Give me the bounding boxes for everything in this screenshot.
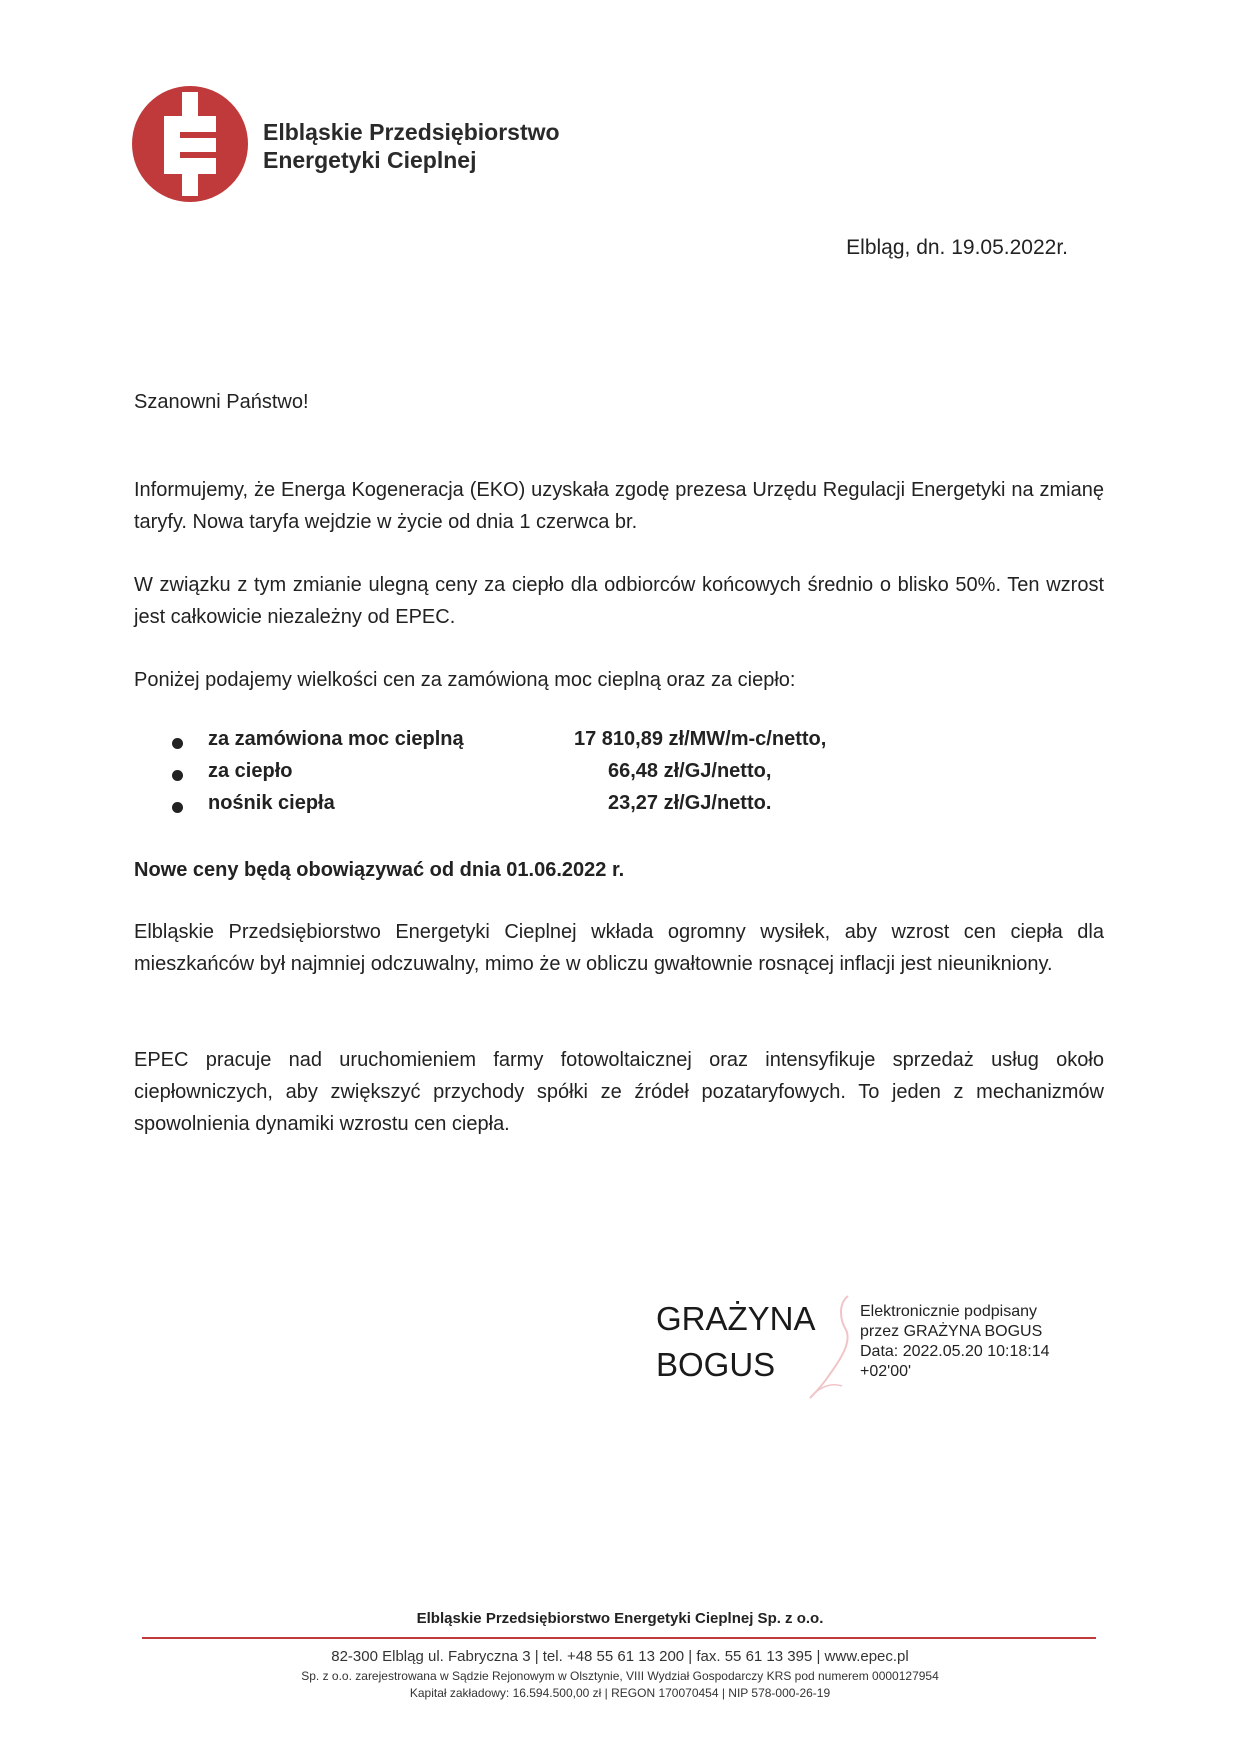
bullet-icon xyxy=(172,738,183,749)
letter-date: Elbląg, dn. 19.05.2022r. xyxy=(846,236,1068,259)
price-value: 66,48 zł/GJ/netto, xyxy=(608,760,772,782)
paragraph-price-increase: W związku z tym zmianie ulegną ceny za ciepło dla odbiorców końcowych średnio o blisko 50%. Ten wzrost jest całkowicie niezależny od EPEC. xyxy=(134,574,1104,628)
digital-signature-details xyxy=(860,1302,1070,1382)
paragraph-price-intro: Poniżej podajemy wielkości cen za zamówioną moc cieplną oraz za ciepło: xyxy=(134,669,796,691)
signature-detail-line: przez GRAŻYNA BOGUS xyxy=(860,1323,1043,1340)
price-row-heat xyxy=(172,760,932,792)
paragraph-effort: Elbląskie Przedsiębiorstwo Energetyki Cieplnej wkłada ogromny wysiłek, aby wzrost cen ciepła dla mieszkańców był najmniej odczuwalny, mimo że w obliczu gwałtownie rosnącej inflacji jest nieunikniony. xyxy=(134,921,1104,975)
price-list xyxy=(172,728,932,824)
signature-detail-line: Data: 2022.05.20 10:18:14 xyxy=(860,1343,1050,1360)
signature-detail-line: +02'00' xyxy=(860,1363,912,1380)
footer-details xyxy=(0,1646,1240,1702)
effective-date-notice: Nowe ceny będą obowiązywać od dnia 01.06.2022 r. xyxy=(134,859,625,881)
price-row-capacity xyxy=(172,728,932,760)
signature-detail-line: Elektronicznie podpisany xyxy=(860,1303,1037,1320)
greeting: Szanowni Państwo! xyxy=(134,391,309,413)
footer-company-name: Elbląskie Przedsiębiorstwo Energetyki Cieplnej Sp. z o.o. xyxy=(416,1610,824,1627)
signature-name xyxy=(656,1296,816,1388)
signature-stroke-icon xyxy=(800,1290,860,1400)
bullet-icon xyxy=(172,802,183,813)
price-row-carrier xyxy=(172,792,932,824)
footer-divider xyxy=(142,1637,1096,1639)
footer-registration-line: Sp. z o.o. zarejestrowana w Sądzie Rejonowym w Olsztynie, VIII Wydział Gospodarczy KRS pod numerem 0000127954 xyxy=(301,1669,939,1683)
epec-logo-icon xyxy=(132,86,248,202)
price-label: za zamówiona moc cieplną xyxy=(208,728,464,750)
paragraph-tariff-change: Informujemy, że Energa Kogeneracja (EKO) uzyskała zgodę prezesa Urzędu Regulacji Energetyki na zmianę taryfy. Nowa taryfa wejdzie w życie od dnia 1 czerwca br. xyxy=(134,479,1104,533)
price-label: nośnik ciepła xyxy=(208,792,335,814)
footer-contact-line: 82-300 Elbląg ul. Fabryczna 3 | tel. +48 55 61 13 200 | fax. 55 61 13 395 | www.epec.pl xyxy=(331,1648,909,1665)
company-logo-text xyxy=(263,118,560,174)
paragraph-photovoltaic: EPEC pracuje nad uruchomieniem farmy fotowoltaicznej oraz intensyfikuje sprzedaż usług około ciepłowniczych, aby zwiększyć przychody spółki ze źródeł pozataryfowych. To jeden z mechanizmów spowolnienia dynamiki wzrostu cen ciepła. xyxy=(134,1049,1104,1135)
price-value: 17 810,89 zł/MW/m-c/netto, xyxy=(574,728,827,750)
price-label: za ciepło xyxy=(208,760,293,782)
signature-first-name: GRAŻYNA xyxy=(656,1300,816,1337)
logo-line-2: Energetyki Cieplnej xyxy=(263,147,477,173)
footer-capital-line: Kapitał zakładowy: 16.594.500,00 zł | REGON 170070454 | NIP 578-000-26-19 xyxy=(409,1686,831,1700)
bullet-icon xyxy=(172,770,183,781)
price-value: 23,27 zł/GJ/netto. xyxy=(608,792,772,814)
signature-last-name: BOGUS xyxy=(656,1346,776,1383)
logo-line-1: Elbląskie Przedsiębiorstwo xyxy=(263,119,560,145)
